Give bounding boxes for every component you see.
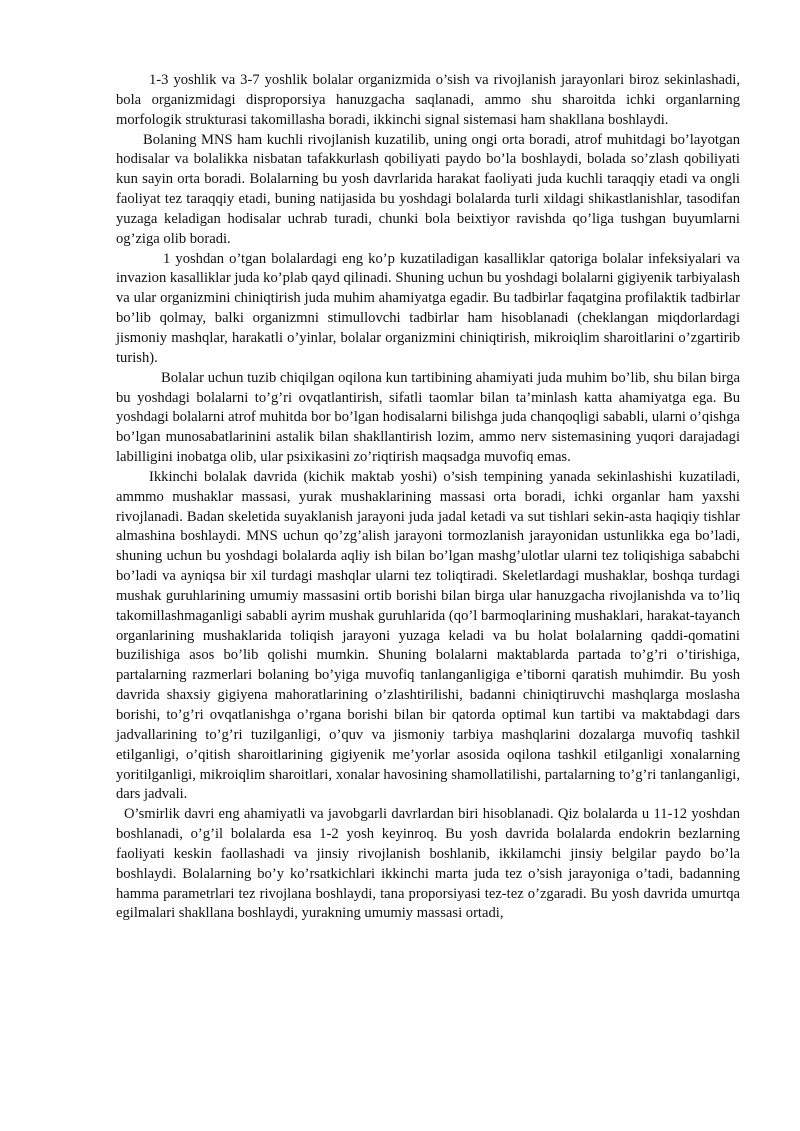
paragraph-5: Ikkinchi bolalak davrida (kichik maktab yoshi) o’sish tempining yanada sekinlashishi kuzatiladi, ammmo mushaklar massasi, yurak mushaklarining massasi orta boradi, ichki organlar ham yaxshi rivojlanadi. Badan skeletida suyaklanish jarayoni juda jadal ketadi va sut tishlari sekin-asta haqiqiy tishlar almashina boshlaydi. MNS uchun qo’zg’alish jarayoni tormozlanish jarayonidan ustunlikka ega bo’ladi, shuning uchun bu yoshdagi bolalarda aqliy ish bilan bo’lgan mashg’ulotlar ularni tez toliqishiga sababchi bo’ladi va ayniqsa bir xil turdagi mashqlar ularni tez toliqtiradi. Skeletlardagi mushaklar, boshqa turdagi mushak guruhlarining umumiy massasini ortib borishi bilan birga ular hanuzgacha rivojlanishda va to’liq takomillashmaganligi sababli ayrim mushak guruhlarida (qo’l barmoqlarining mushaklari, harakat-tayanch organlarining mushaklarida toliqish jarayoni yuzaga keladi va bu holat bolalarning qaddi-qomatini buzilishiga asos bo’lib qolishi mumkin. Shuning bolalarni maktablarda partada to’g’ri o’tirishiga, partalarning razmerlari bolaning bo’yiga muvofiq tanlanganligiga e’tiborni qaratish muhimdir. Bu yosh davrida shaxsiy gigiyena mahoratlarining o’zlashtirilishi, badanni chiniqtiruvchi mashqlarga moslasha borishi, to’g’ri ovqatlanishga o’rgana borishi bilan bir qatorda optimal kun tartibi va maktabdagi dars jadvallarining to’g’ri tuzilganligi, o’quv va jismoniy tarbiya mashqlarini dozalarga muvofiq tashkil etilganligi, o’qitish sharoitlarining gigiyenik me’yorlar asosida oqilona tashkil etilganligi xonalarning yoritilganligi, mikroiqlim sharoitlari, xonalar havosining shamollatilishi, partalarning to’g’ri tanlanganligi, dars jadvali. [116, 468, 740, 803]
document-body [116, 71, 740, 924]
paragraph-6: O’smirlik davri eng ahamiyatli va javobgarli davrlardan biri hisoblanadi. Qiz bolalarda u 11-12 yoshdan boshlanadi, o’g’il bolalarda esa 1-2 yosh keyinroq. Bu yosh davrida bolalarda endokrin bezlarning faoliyati keskin faollashadi va jinsiy rivojlanish boshlanib, ikkilamchi jinsiy belgilar paydo bo’la boshlaydi. Bolalarning bo’y ko’rsatkichlari ikkinchi marta juda tez o’sish jarayoniga o’tadi, badanning hamma parametrlari tez rivojlana boshlaydi, tana proporsiyasi tez-tez o’zgaradi. Bu yosh davrida umurtqa egilmalari shakllana boshlaydi, yurakning umumiy massasi ortadi, [116, 806, 740, 922]
paragraph-3: 1 yoshdan o’tgan bolalardagi eng ko’p kuzatiladigan kasalliklar qatoriga bolalar infeksiyalari va invazion kasalliklar juda ko’plab qayd qilinadi. Shuning uchun bu yoshdagi bolalarni gigiyenik tarbiyalash va ular organizmini chiniqtirish juda muhim ahamiyatga egadir. Bu tadbirlar faqatgina profilaktik tadbirlar bo’lib qolmay, balki organizmni stimullovchi tadbirlar ham hisoblanadi (cheklangan miqdorlardagi jismoniy mashqlar, harakatli o’yinlar, bolalar organizmini chiniqtirish, mikroiqlim sharoitlarini o’zgartirib turish). [116, 250, 740, 366]
paragraph-1: 1-3 yoshlik va 3-7 yoshlik bolalar organizmida o’sish va rivojlanish jarayonlari biroz sekinlashadi, bola organizmidagi disproporsiya hanuzgacha saqlanadi, ammo shu sharoitda ichki organlarning morfologik strukturasi takomillasha boradi, ikkinchi signal sistemasi ham shakllana boshlaydi. [116, 72, 740, 128]
paragraph-2: Bolaning MNS ham kuchli rivojlanish kuzatilib, uning ongi orta boradi, atrof muhitdagi bo’layotgan hodisalar va bolalikka nisbatan tafakkurlash qobiliyati paydo bo’la boshlaydi, bolada so’zlash qobiliyati kun sayin orta boradi. Bolalarning bu yosh davrlarida harakat faoliyati juda kuchli taraqqiy etadi va ongli faoliyat tez taraqqiy etadi, buning natijasida bu yoshdagi bolalarda turli xildagi shikastlanishlar, tasodifan yuzaga keladigan hodisalar uchrab turadi, chunki bola beixtiyor ravishda qo’liga tushgan buyumlarni og’ziga olib boradi. [116, 131, 740, 247]
paragraph-4: Bolalar uchun tuzib chiqilgan oqilona kun tartibining ahamiyati juda muhim bo’lib, shu bilan birga bu yoshdagi bolalarni to’g’ri ovqatlantirish, sifatli taomlar bilan ta’minlash katta ahamiyatga ega. Bu yoshdagi bolalarni atrof muhitda bor bo’lgan hodisalarni bilishga juda chanqoqligi sababli, ularni o’qishga bo’lgan munosabatlarinini astalik bilan shakllantirish lozim, ammo nerv sistemasining yuqori darajadagi labilligini inobatga olib, ular psixikasini zo’riqtirish maqsadga muvofiq emas. [116, 369, 740, 466]
